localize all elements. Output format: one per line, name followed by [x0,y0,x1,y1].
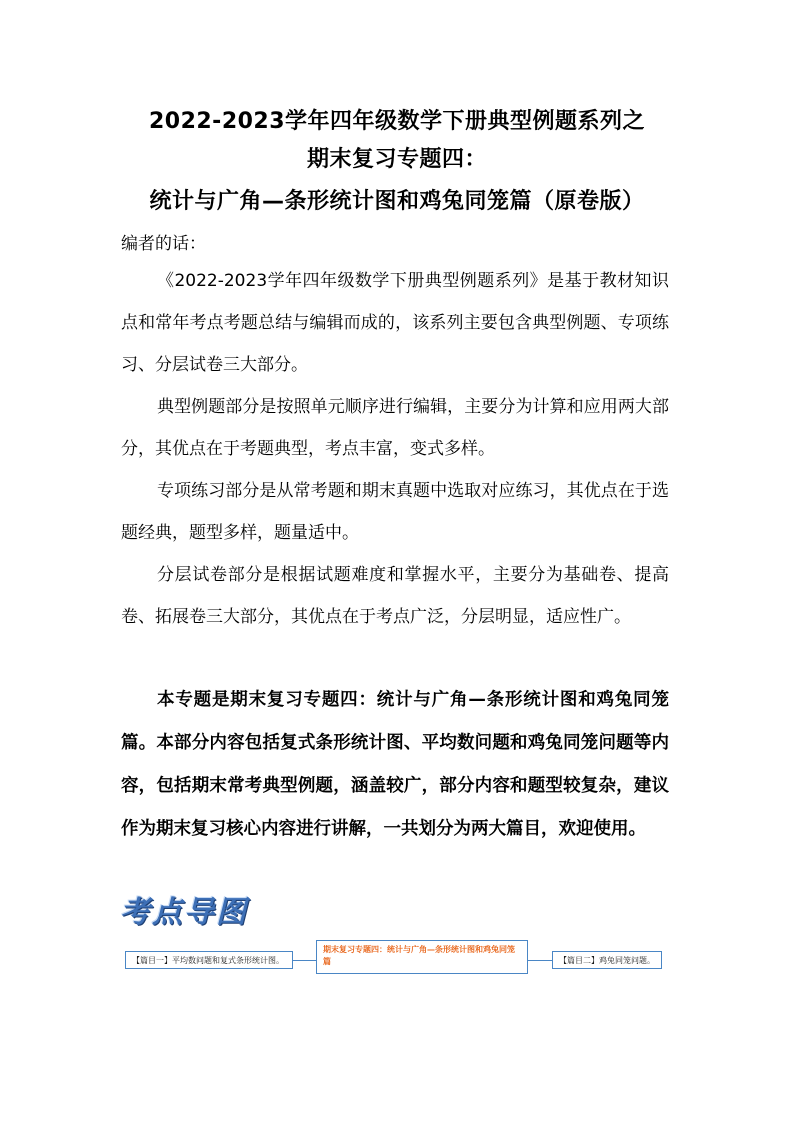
paragraph-example-section: 典型例题部分是按照单元顺序进行编辑，主要分为计算和应用两大部分，其优点在于考题典型，考点丰富，变式多样。 [121,397,669,459]
paragraph-series-overview: 《2022-2023学年四年级数学下册典型例题系列》是基于教材知识点和常年考点考题总结与编辑而成的，该系列主要包含典型例题、专项练习、分层试卷三大部分。 [121,271,669,375]
mindmap-node-part-one: 【篇目一】平均数问题和复式条形统计图。 [125,951,293,969]
title-line-3: 统计与广角—条形统计图和鸡兔同笼篇（原卷版） [149,189,645,214]
intro-label: 编者的话： [121,234,206,254]
paragraph-test-section: 分层试卷部分是根据试题难度和掌握水平，主要分为基础卷、提高卷、拓展卷三大部分，其优点在于考点广泛，分层明显，适应性广。 [121,565,669,627]
mindmap-node-part-two: 【篇目二】鸡兔同笼问题。 [552,951,662,969]
paragraph-practice-section: 专项练习部分是从常考题和期末真题中选取对应练习，其优点在于选题经典，题型多样，题量适中。 [121,481,669,543]
title-line-1: 2022-2023学年四年级数学下册典型例题系列之 [148,109,646,134]
paragraph-topic-summary: 本专题是期末复习专题四：统计与广角—条形统计图和鸡兔同笼篇。本部分内容包括复式条形统计图、平均数问题和鸡兔同笼问题等内容，包括期末常考典型例题，涵盖较广，部分内容和题型较复杂，建议作为期末复习核心内容进行讲解，一共划分为两大篇目，欢迎使用。 [121,690,669,839]
mindmap-connector-left [293,960,316,961]
mindmap-node-center: 期末复习专题四：统计与广角—条形统计图和鸡兔同笼篇 [316,940,528,974]
mindmap-heading: 考点导图 [120,895,248,930]
title-line-2: 期末复习专题四： [306,147,487,172]
mindmap-connector-right [528,960,552,961]
